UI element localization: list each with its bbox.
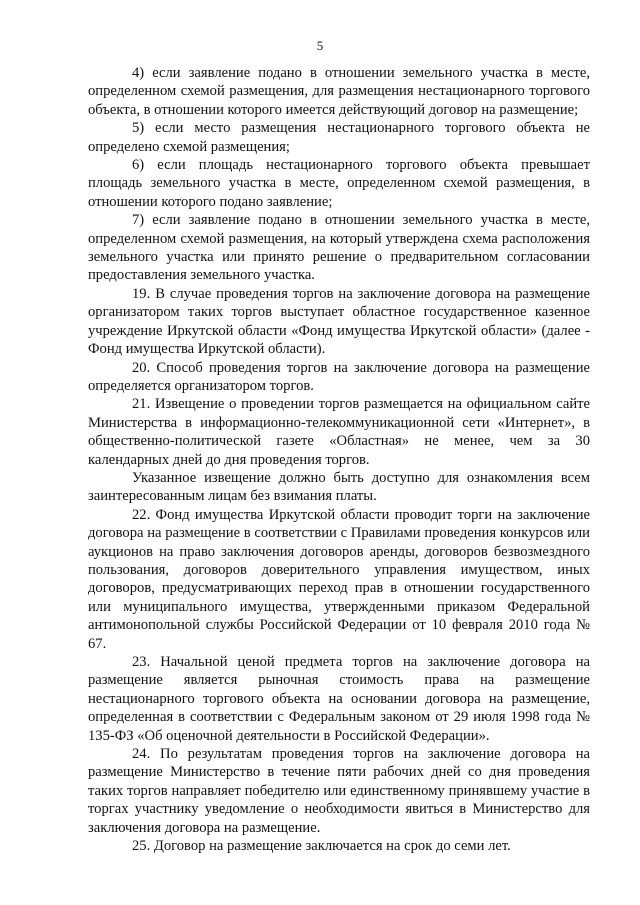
document-body [88,64,590,855]
paragraph-clause-22: 22. Фонд имущества Иркутской области проводит торги на заключение договора на размещение в соответствии с Правилами проведения конкурсов или аукционов на право заключения договоров аренды, договоров безвозмездного пользования, договоров доверительного управления имуществом, иных договоров, предусматривающих переход прав в отношении государственного или муниципального имущества, утвержденными приказом Федеральной антимонопольной службы Российской Федерации от 10 февраля 2010 года № 67. [88,506,590,652]
paragraph-item-7: 7) если заявление подано в отношении земельного участка в месте, определенном схемой размещения, на который утверждена схема расположения земельного участка или принято решение о предварительном согласовании предоставления земельного участка. [88,212,590,284]
paragraph-notice-availability: Указанное извещение должно быть доступно для ознакомления всем заинтересованным лицам без взимания платы. [88,469,590,505]
paragraph-clause-24: 24. По результатам проведения торгов на заключение договора на размещение Министерство в течение пяти рабочих дней со дня проведения таких торгов направляет победителю или единственному принявшему участие в торгах участнику уведомление о необходимости явиться в Министерство для заключения договора на размещение. [88,746,590,836]
paragraph-clause-25: 25. Договор на размещение заключается на срок до семи лет. [132,838,511,855]
paragraph-clause-20: 20. Способ проведения торгов на заключение договора на размещение определяется организатором торгов. [88,359,590,394]
paragraph-clause-23: 23. Начальной ценой предмета торгов на заключение договора на размещение является рыночная стоимость права на размещение нестационарного торгового объекта на основании договора на размещение, определенная в соответствии с Федеральным законом от 29 июля 1998 года № 135-ФЗ «Об оценочной деятельности в Российской Федерации». [88,654,590,744]
page-number: 5 [316,38,324,53]
paragraph-clause-19: 19. В случае проведения торгов на заключение договора на размещение организатором таких торгов выступает областное государственное казенное учреждение Иркутской области «Фонд имущества Иркутской области» (далее - Фонд имущества Иркутской области). [88,285,590,358]
paragraph-clause-21: 21. Извещение о проведении торгов размещается на официальном сайте Министерства в информационно-телекоммуникационной сети «Интернет», в общественно-политической газете «Областная» не менее, чем за 30 календарных дней до дня проведения торгов. [88,396,590,468]
paragraph-item-5: 5) если место размещения нестационарного торгового объекта не определено схемой размещения; [88,120,590,155]
paragraph-item-6: 6) если площадь нестационарного торгового объекта превышает площадь земельного участка в месте, определенном схемой размещения, в отношении которого подано заявление; [88,157,590,210]
paragraph-item-4: 4) если заявление подано в отношении земельного участка в месте, определенном схемой размещения, для размещения нестационарного торгового объекта, в отношении которого имеется действующий договор на размещение; [88,65,590,118]
